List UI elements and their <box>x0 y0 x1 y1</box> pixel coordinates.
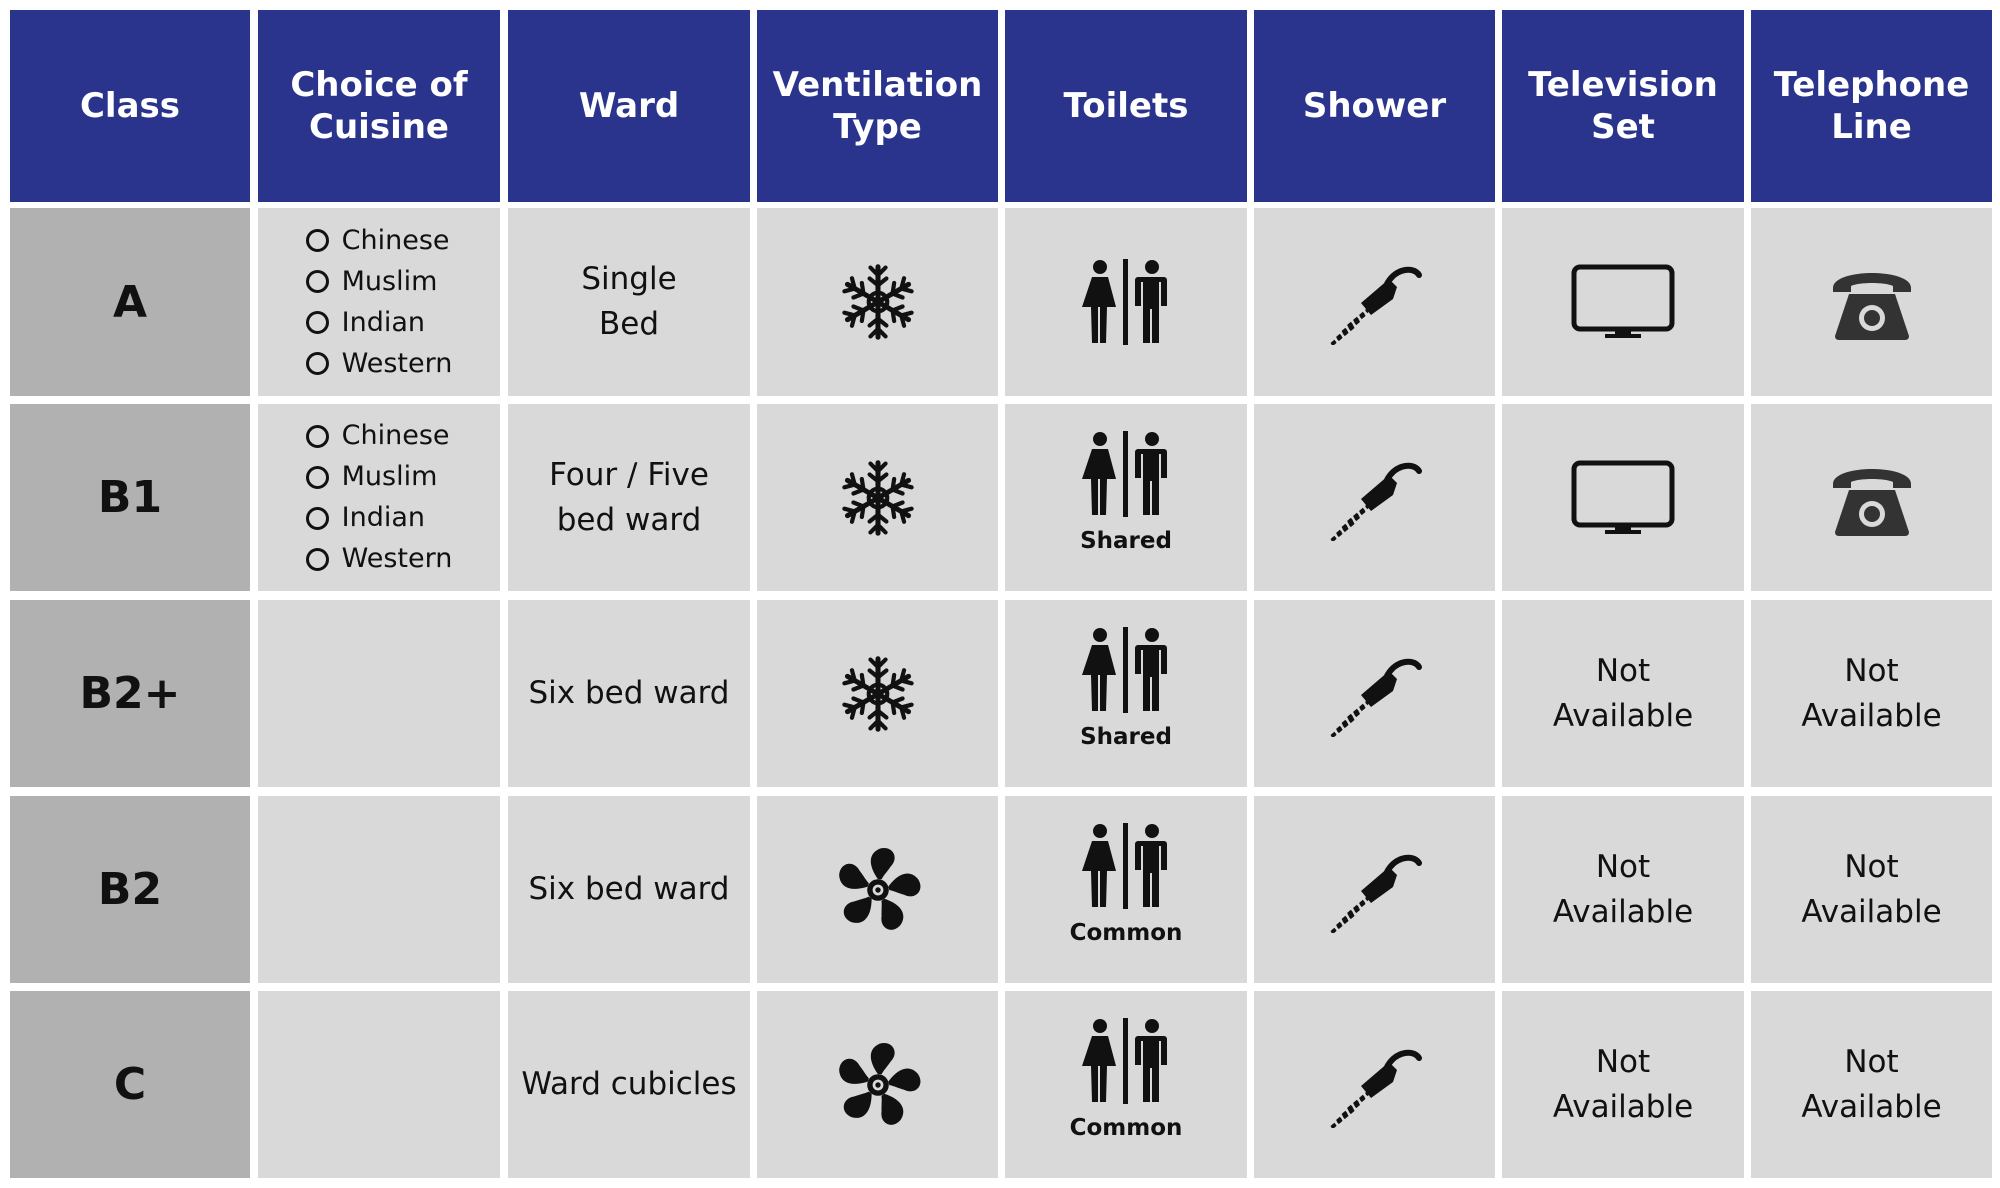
class-label: B2 <box>97 864 163 915</box>
cuisine-option-label: Indian <box>341 306 425 338</box>
class-cell <box>10 404 250 591</box>
header-label: Ward <box>578 86 680 126</box>
television-availability: Not Available <box>1552 1043 1694 1125</box>
class-cell <box>10 796 250 983</box>
ward-cell <box>508 991 750 1178</box>
television-cell <box>1502 796 1744 983</box>
cuisine-option[interactable] <box>306 264 438 300</box>
toilet-type-label: Shared <box>1080 724 1172 750</box>
cuisine-cell <box>258 796 500 983</box>
restroom-icon <box>1080 627 1172 713</box>
shower-cell <box>1254 208 1495 396</box>
toilet-type-label: Common <box>1069 920 1183 946</box>
header-label: Telephone Line <box>1773 65 1970 147</box>
header-label: Choice of Cuisine <box>290 65 468 147</box>
class-cell <box>10 208 250 396</box>
cuisine-option-label: Chinese <box>341 420 450 451</box>
cuisine-option[interactable] <box>306 418 450 454</box>
radio-circle-icon[interactable] <box>306 352 329 375</box>
class-cell <box>10 600 250 787</box>
radio-circle-icon[interactable] <box>306 425 329 448</box>
shower-cell <box>1254 991 1495 1178</box>
fan-icon <box>833 845 923 935</box>
shower-icon <box>1327 651 1423 737</box>
header-phone <box>1751 10 1992 202</box>
toilets-stack <box>1080 431 1172 564</box>
ward-label: Ward cubicles <box>521 1066 737 1102</box>
telephone-cell <box>1751 208 1992 396</box>
ward-label: Six bed ward <box>528 871 730 907</box>
radio-circle-icon[interactable] <box>306 311 329 334</box>
restroom-icon <box>1080 823 1172 909</box>
radio-circle-icon[interactable] <box>306 548 329 571</box>
header-tv <box>1502 10 1744 202</box>
cuisine-option[interactable] <box>306 346 453 382</box>
radio-circle-icon[interactable] <box>306 229 329 252</box>
toilets-stack <box>1070 1018 1183 1151</box>
cuisine-options <box>306 418 453 577</box>
class-label: C <box>113 1059 147 1110</box>
cuisine-cell <box>258 600 500 787</box>
snowflake-icon <box>836 260 920 344</box>
ward-cell <box>508 600 750 787</box>
television-availability: Not Available <box>1552 652 1694 734</box>
cuisine-option-label: Western <box>341 347 453 379</box>
cuisine-option-label: Chinese <box>341 224 450 256</box>
telephone-cell <box>1751 991 1992 1178</box>
header-label: Television Set <box>1528 65 1718 147</box>
shower-cell <box>1254 404 1495 591</box>
cuisine-option-label: Muslim <box>341 265 438 297</box>
header-toilets <box>1005 10 1247 202</box>
snowflake-icon <box>836 456 920 540</box>
television-cell <box>1502 600 1744 787</box>
television-cell <box>1502 991 1744 1178</box>
television-availability: Not Available <box>1552 848 1694 930</box>
television-cell <box>1502 208 1744 396</box>
toilet-type-label: Shared <box>1080 528 1172 554</box>
cuisine-option-label: Muslim <box>341 461 438 492</box>
restroom-icon <box>1080 431 1172 517</box>
toilets-cell <box>1005 404 1247 591</box>
ventilation-cell <box>757 991 998 1178</box>
telephone-icon <box>1829 262 1915 342</box>
ventilation-cell <box>757 600 998 787</box>
telephone-cell <box>1751 796 1992 983</box>
toilets-stack <box>1080 259 1172 345</box>
ward-label: Single Bed <box>581 261 677 342</box>
telephone-cell <box>1751 404 1992 591</box>
header-label: Toilets <box>1063 86 1189 126</box>
header-ventilation <box>757 10 998 202</box>
radio-circle-icon[interactable] <box>306 466 329 489</box>
header-ward <box>508 10 750 202</box>
telephone-availability: Not Available <box>1801 1043 1942 1125</box>
cuisine-option[interactable] <box>306 541 453 577</box>
cuisine-option[interactable] <box>306 223 450 259</box>
cuisine-options <box>306 223 453 382</box>
shower-cell <box>1254 600 1495 787</box>
ward-cell <box>508 404 750 591</box>
toilets-cell <box>1005 208 1247 396</box>
toilets-cell <box>1005 796 1247 983</box>
toilet-type-label: Common <box>1069 1115 1183 1141</box>
restroom-icon <box>1080 1018 1172 1104</box>
header-shower <box>1254 10 1495 202</box>
cuisine-cell <box>258 208 500 396</box>
header-label: Class <box>79 86 181 126</box>
telephone-availability: Not Available <box>1801 652 1942 734</box>
telephone-cell <box>1751 600 1992 787</box>
television-icon <box>1571 460 1675 536</box>
toilets-stack <box>1070 823 1183 956</box>
ventilation-cell <box>757 796 998 983</box>
header-label: Ventilation Type <box>772 65 983 147</box>
cuisine-cell <box>258 991 500 1178</box>
telephone-icon <box>1829 458 1915 538</box>
toilets-cell <box>1005 991 1247 1178</box>
ward-cell <box>508 796 750 983</box>
radio-circle-icon[interactable] <box>306 270 329 293</box>
shower-cell <box>1254 796 1495 983</box>
cuisine-option[interactable] <box>306 500 425 536</box>
fan-icon <box>833 1040 923 1130</box>
radio-circle-icon[interactable] <box>306 507 329 530</box>
ward-cell <box>508 208 750 396</box>
toilets-cell <box>1005 600 1247 787</box>
cuisine-cell <box>258 404 500 591</box>
cuisine-option-label: Western <box>341 543 453 574</box>
shower-icon <box>1327 455 1423 541</box>
class-label: A <box>112 276 148 328</box>
cuisine-option[interactable] <box>306 459 438 495</box>
cuisine-option[interactable] <box>306 305 425 341</box>
shower-icon <box>1327 1042 1423 1128</box>
header-class <box>10 10 250 202</box>
shower-icon <box>1327 847 1423 933</box>
restroom-icon <box>1080 259 1172 345</box>
snowflake-icon <box>836 652 920 736</box>
class-cell <box>10 991 250 1178</box>
header-label: Shower <box>1302 86 1447 126</box>
television-cell <box>1502 404 1744 591</box>
telephone-availability: Not Available <box>1801 848 1942 930</box>
class-label: B1 <box>97 472 163 523</box>
ward-label: Four / Five bed ward <box>549 456 709 538</box>
toilets-stack <box>1080 627 1172 760</box>
television-icon <box>1571 264 1675 340</box>
ventilation-cell <box>757 404 998 591</box>
class-label: B2+ <box>79 668 181 719</box>
ward-label: Six bed ward <box>528 675 730 711</box>
cuisine-option-label: Indian <box>341 502 425 533</box>
header-cuisine <box>258 10 500 202</box>
ventilation-cell <box>757 208 998 396</box>
shower-icon <box>1327 259 1423 345</box>
